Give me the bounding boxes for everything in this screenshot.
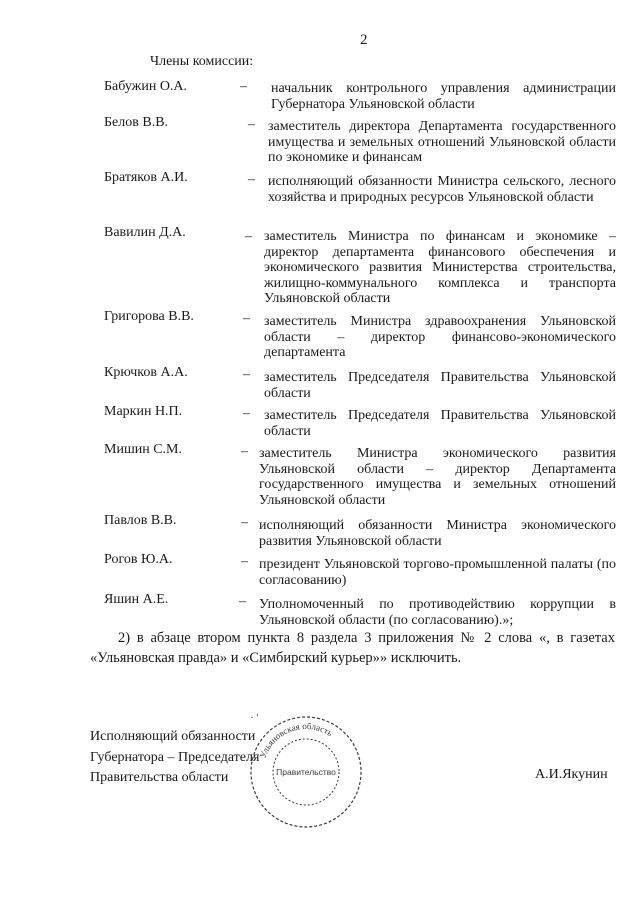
- member-role: заместитель Председателя Правительства Ульяновской области: [264, 408, 616, 439]
- member-dash: –: [240, 79, 247, 94]
- member-name: Павлов В.В.: [104, 513, 177, 528]
- signatory-title: [90, 727, 259, 789]
- member-dash: –: [243, 311, 250, 326]
- member-role: заместитель Председателя Правительства Ульяновской области: [264, 370, 616, 401]
- member-name: Белов В.В.: [104, 115, 169, 130]
- member-role: исполняющий обязанности Министра сельского, лесного хозяйства и природных ресурсов Ульяновской области: [268, 174, 616, 205]
- member-role: заместитель Министра экономического развития Ульяновской области – директор Департамента государственного имущества и земельных отношений Ульяновской области: [259, 446, 616, 508]
- member-dash: –: [248, 117, 255, 132]
- member-role: заместитель директора Департамента государственного имущества и земельных отношений Ульяновской области по экономике и финансам: [268, 119, 616, 165]
- member-name: Маркин Н.П.: [104, 404, 183, 419]
- member-dash: –: [243, 406, 250, 421]
- seal-ring-text: Ульяновская область: [257, 720, 335, 760]
- member-name: Крючков А.А.: [104, 365, 188, 380]
- section-header: Члены комиссии:: [150, 54, 254, 69]
- member-dash: –: [245, 229, 252, 244]
- member-dash: –: [248, 172, 255, 187]
- member-role: начальник контрольного управления администрации Губернатора Ульяновской области: [271, 81, 616, 112]
- member-dash: –: [241, 554, 248, 569]
- member-role: заместитель Министра здравоохранения Ульяновской области – директор финансово-экономического департамента: [264, 314, 616, 360]
- member-dash: –: [239, 594, 246, 609]
- signatory-title-line: Правительства области: [90, 770, 229, 785]
- signatory-name: А.И.Якунин: [535, 767, 608, 782]
- member-role: Уполномоченный по противодействию коррупции в Ульяновской области (по согласованию).»;: [259, 597, 616, 628]
- member-name: Григорова В.В.: [104, 309, 194, 324]
- signatory-title-line: Губернатора – Председателя: [90, 749, 260, 765]
- member-role: президент Ульяновской торгово-промышленной палаты (по согласованию): [259, 557, 616, 588]
- amendment-paragraph: 2) в абзаце втором пункта 8 раздела 3 приложения № 2 слова «, в газетах «Ульяновская правда» и «Симбирский курьер»» исключить.: [90, 630, 615, 666]
- member-name: Бабужин О.А.: [104, 79, 188, 94]
- member-name: Яшин А.Е.: [104, 592, 169, 607]
- seal-center-text: Правительство: [276, 767, 336, 777]
- member-name: Вавилин Д.А.: [104, 225, 186, 240]
- stamp-mark: · ': [250, 712, 259, 724]
- signatory-title-line: Исполняющий обязанности: [90, 729, 256, 744]
- member-name: Мишин С.М.: [104, 442, 182, 457]
- member-dash: –: [241, 515, 248, 530]
- member-name: Рогов Ю.А.: [104, 552, 173, 567]
- member-dash: –: [241, 444, 248, 459]
- member-role: заместитель Министра по финансам и экономике – директор департамента финансового обеспечения и экономического развития Министерства строительства, жилищно-коммунального комплекса и транспорта Ульяновской области: [264, 229, 616, 306]
- member-name: Братяков А.И.: [104, 170, 188, 185]
- official-seal: [246, 712, 366, 832]
- member-role: исполняющий обязанности Министра экономического развития Ульяновской области: [259, 518, 616, 549]
- member-dash: –: [243, 367, 250, 382]
- page-number: 2: [360, 32, 368, 48]
